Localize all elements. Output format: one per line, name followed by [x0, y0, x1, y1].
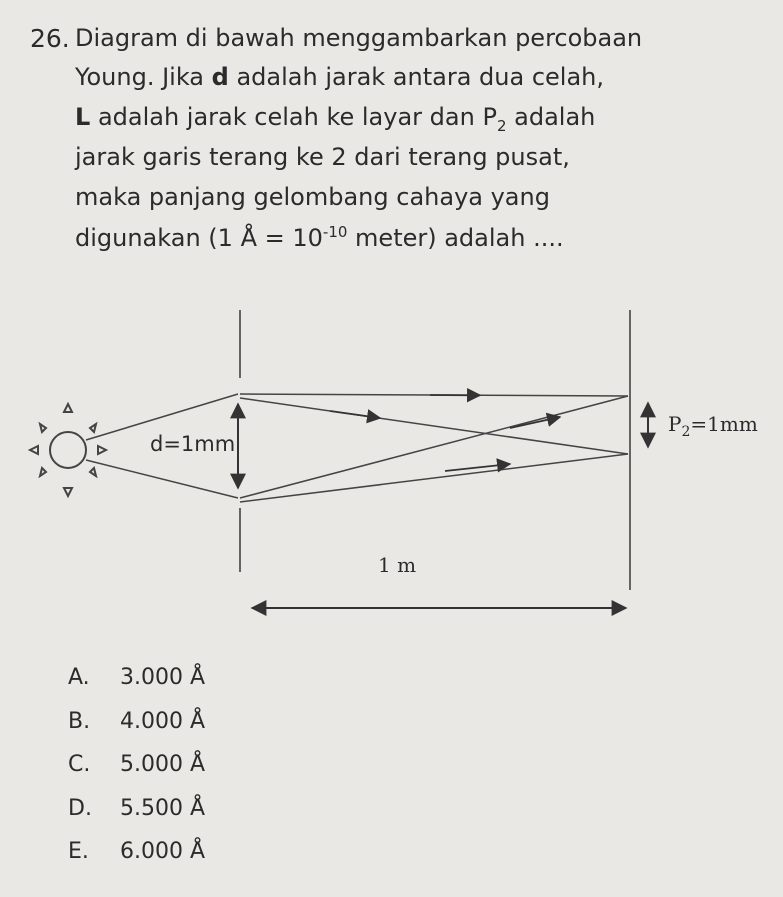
slit-distance-label: d=1mm	[150, 432, 236, 456]
question-number: 26.	[30, 24, 70, 53]
question-text: adalah jarak antara dua celah,	[236, 63, 605, 91]
question-line-5: maka panjang gelombang cahaya yang	[75, 183, 550, 211]
option-c[interactable]	[68, 752, 205, 777]
question-text: digunakan (1	[75, 224, 233, 252]
variable-p: P	[482, 103, 497, 131]
option-value: 4.000	[120, 709, 183, 734]
angstrom-unit: Å	[189, 665, 206, 690]
question-text: adalah jarak celah ke layar dan	[97, 103, 475, 131]
option-letter: E.	[68, 839, 89, 864]
angstrom-unit: Å	[189, 752, 206, 777]
question-line-4: jarak garis terang ke 2 dari terang pusat,	[75, 143, 570, 171]
option-letter: A.	[68, 665, 90, 690]
option-value: 3.000	[120, 665, 183, 690]
light-rays	[240, 394, 628, 502]
option-b[interactable]	[68, 709, 205, 734]
question-line-3	[75, 103, 595, 135]
variable-l: L	[75, 103, 91, 131]
ray-arrows	[330, 395, 560, 471]
angstrom-unit: Å	[189, 709, 206, 734]
option-d[interactable]	[68, 796, 205, 821]
question-text: adalah	[514, 103, 596, 131]
subscript: 2	[496, 116, 507, 135]
question-text: meter) adalah ....	[355, 224, 564, 252]
option-a[interactable]	[68, 665, 205, 690]
question-text: = 10	[264, 224, 323, 252]
superscript: -10	[322, 223, 348, 241]
angstrom-unit: Å	[189, 839, 206, 864]
young-experiment-diagram	[0, 300, 783, 630]
screen-distance-label: 1 m	[378, 553, 417, 577]
question-text: Young. Jika	[75, 63, 204, 91]
option-letter: D.	[68, 796, 92, 821]
option-value: 5.500	[120, 796, 183, 821]
angstrom-unit: Å	[189, 796, 206, 821]
option-e[interactable]	[68, 839, 205, 864]
sun-icon	[30, 404, 106, 496]
variable-d: d	[211, 63, 229, 91]
option-value: 6.000	[120, 839, 183, 864]
angstrom-unit: Å	[240, 224, 257, 252]
question-line-1: Diagram di bawah menggambarkan percobaan	[75, 24, 643, 52]
question-line-2	[75, 63, 604, 91]
question-line-6	[75, 223, 564, 252]
option-letter: C.	[68, 752, 91, 777]
option-letter: B.	[68, 709, 91, 734]
option-value: 5.000	[120, 752, 183, 777]
p2-label: $P_2=1mm$	[668, 412, 758, 440]
